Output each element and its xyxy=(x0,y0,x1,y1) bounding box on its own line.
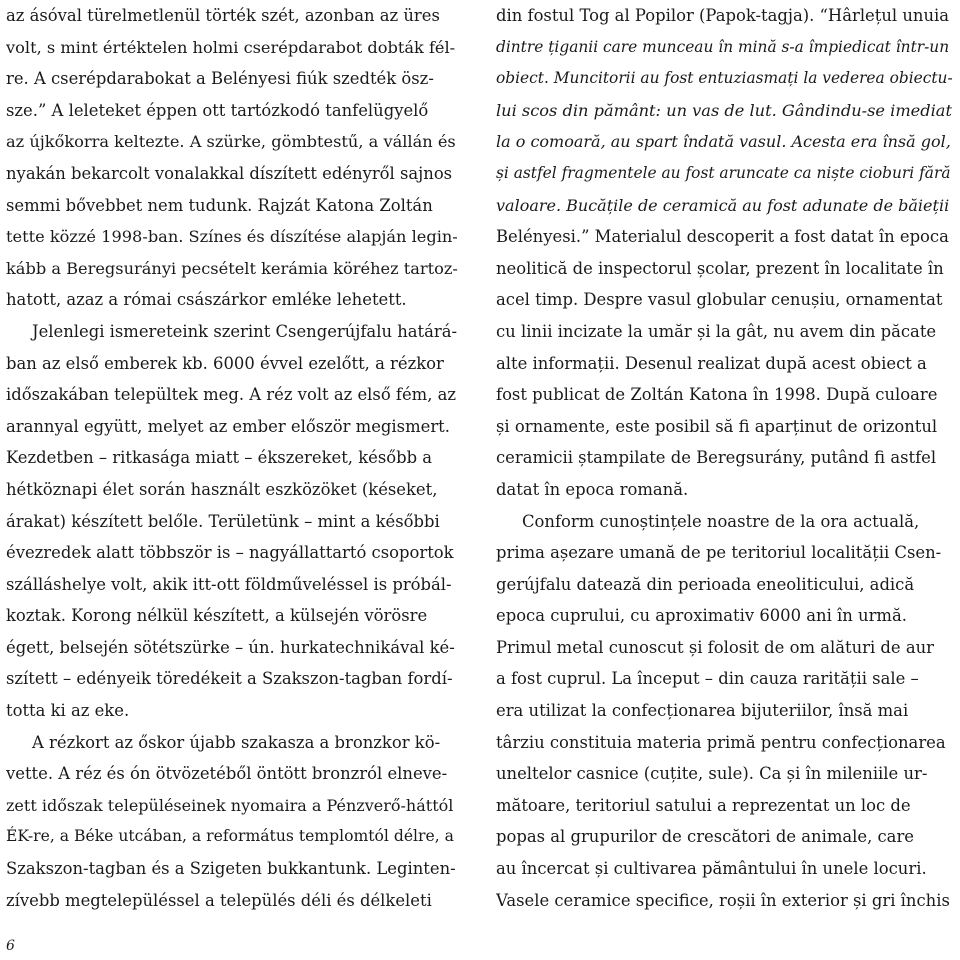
text-line: alte informații. Desenul realizat după acest obiect a xyxy=(496,353,927,373)
text-line: szített – edényeik töredékeit a Szakszon-tagban fordí- xyxy=(6,669,453,689)
text-line: obiect. Muncitorii au fost entuziasmați la vederea obiectu- xyxy=(496,69,953,88)
text-line: mătoare, teritoriul satului a reprezentat un loc de xyxy=(496,795,911,815)
text-line: dintre țiganii care munceau în mină s-a împiedicat într-un xyxy=(496,37,950,56)
text-line: lui scos din pământ: un vas de lut. Gândindu-se imediat xyxy=(496,100,952,120)
text-line: volt, s mint értéktelen holmi cserépdarabot dobták fél- xyxy=(6,37,456,57)
text-line: szálláshelye volt, akik itt-ott földműveléssel is próbál- xyxy=(6,574,452,594)
text-line: și astfel fragmentele au fost aruncate ca niște cioburi fără xyxy=(496,163,951,182)
text-line: acel timp. Despre vasul globular cenușiu, ornamentat xyxy=(496,290,943,310)
text-line: gerújfalu datează din perioada eneoliticului, adică xyxy=(496,574,915,594)
text-line: epoca cuprului, cu aproximativ 6000 ani în urmă. xyxy=(496,606,907,626)
text-line: datat în epoca romană. xyxy=(496,479,689,499)
text-line: semmi bővebbet nem tudunk. Rajzát Katona Zoltán xyxy=(6,195,433,215)
text-line: kább a Beregsurányi pecsételt kerámia köréhez tartoz- xyxy=(6,258,458,278)
text-line: A rézkort az őskor újabb szakasza a bronzkor kö- xyxy=(32,732,441,752)
text-line: Primul metal cunoscut și folosit de om alături de aur xyxy=(496,637,934,657)
text-line: Kezdetben – ritkasága miatt – ékszereket, később a xyxy=(6,448,433,468)
text-line: vette. A réz és ón ötvözetéből öntött bronzról elneve- xyxy=(6,764,448,784)
text-line: arannyal együtt, melyet az ember először megismert. xyxy=(6,416,450,436)
text-line: era utilizat la confecționarea bijuteriilor, însă mai xyxy=(496,701,909,721)
text-line: au încercat și cultivarea pământului în unele locuri. xyxy=(496,859,927,879)
text-line: re. A cserépdarabokat a Belényesi fiúk szedték ösz- xyxy=(6,69,434,89)
text-line: sze.” A leleteket éppen ott tartózkodó tanfelügyelő xyxy=(6,100,429,120)
text-line: din fostul Tog al Popilor (Papok-tagja). “Hârlețul unuia xyxy=(496,6,950,25)
text-line: égett, belsején sötétszürke – ún. hurkatechnikával ké- xyxy=(6,637,455,657)
text-line: ban az első emberek kb. 6000 évvel ezelőtt, a rézkor xyxy=(6,353,444,373)
text-line: árakat) készített belőle. Területünk – mint a későbbi xyxy=(6,511,440,531)
text-line: uneltelor casnice (cuțite, sule). Ca și în mileniile ur- xyxy=(496,764,928,784)
text-line: zett időszak településeinek nyomaira a Pénzverő-háttól xyxy=(6,795,454,815)
text-line: prima așezare umană de pe teritoriul localității Csen- xyxy=(496,543,942,563)
text-line: Jelenlegi ismereteink szerint Csengerújfalu határá- xyxy=(32,321,458,341)
text-line: koztak. Korong nélkül készített, a külsején vörösre xyxy=(6,606,428,626)
text-line: Belényesi.” Materialul descoperit a fost datat în epoca xyxy=(496,227,949,247)
text-line: hatott, azaz a római császárkor emléke lehetett. xyxy=(6,290,407,310)
text-line: időszakában települtek meg. A réz volt az első fém, az xyxy=(6,385,457,405)
text-line: zívebb megtelepüléssel a település déli és délkeleti xyxy=(6,890,432,910)
text-line: Szakszon-tagban és a Szigeten bukkantunk. Leginten- xyxy=(6,859,456,879)
text-line: Vasele ceramice specifice, roșii în exterior și gri închis xyxy=(496,890,950,910)
text-line: a fost cuprul. La început – din cauza rarității sale – xyxy=(496,669,919,689)
text-line: ÉK-re, a Béke utcában, a református templomtól délre, a xyxy=(6,827,454,846)
left-column xyxy=(6,0,458,916)
text-line: valoare. Bucățile de ceramică au fost adunate de băieții xyxy=(496,195,950,215)
text-line: și ornamente, este posibil să fi aparținut de orizontul xyxy=(496,416,938,436)
text-line: la o comoară, au spart îndată vasul. Acesta era însă gol, xyxy=(496,132,951,152)
text-line: évezredek alatt többször is – nagyállattartó csoportok xyxy=(6,543,454,563)
text-line: totta ki az eke. xyxy=(6,701,130,721)
right-column xyxy=(496,0,954,916)
text-line: az újkőkorra keltezte. A szürke, gömbtestű, a vállán és xyxy=(6,132,456,152)
text-line: cu linii incizate la umăr și la gât, nu avem din păcate xyxy=(496,321,937,341)
text-line: tette közzé 1998-ban. Színes és díszítése alapján legin- xyxy=(6,227,458,247)
text-line: târziu constituia materia primă pentru confecționarea xyxy=(496,732,946,752)
text-line: popas al grupurilor de crescători de animale, care xyxy=(496,827,914,847)
text-line: Conform cunoștințele noastre de la ora actuală, xyxy=(522,511,920,531)
text-line: hétköznapi élet során használt eszközöket (késeket, xyxy=(6,479,438,499)
text-line: az ásóval türelmetlenül törték szét, azonban az üres xyxy=(6,6,440,25)
page-number: 6 xyxy=(6,938,15,954)
text-line: fost publicat de Zoltán Katona în 1998. După culoare xyxy=(496,385,938,405)
text-line: ceramicii ștampilate de Beregsurány, putând fi astfel xyxy=(496,448,937,468)
text-line: nyakán bekarcolt vonalakkal díszített edényről sajnos xyxy=(6,163,453,183)
text-line: neolitică de inspectorul școlar, prezent în localitate în xyxy=(496,258,944,278)
